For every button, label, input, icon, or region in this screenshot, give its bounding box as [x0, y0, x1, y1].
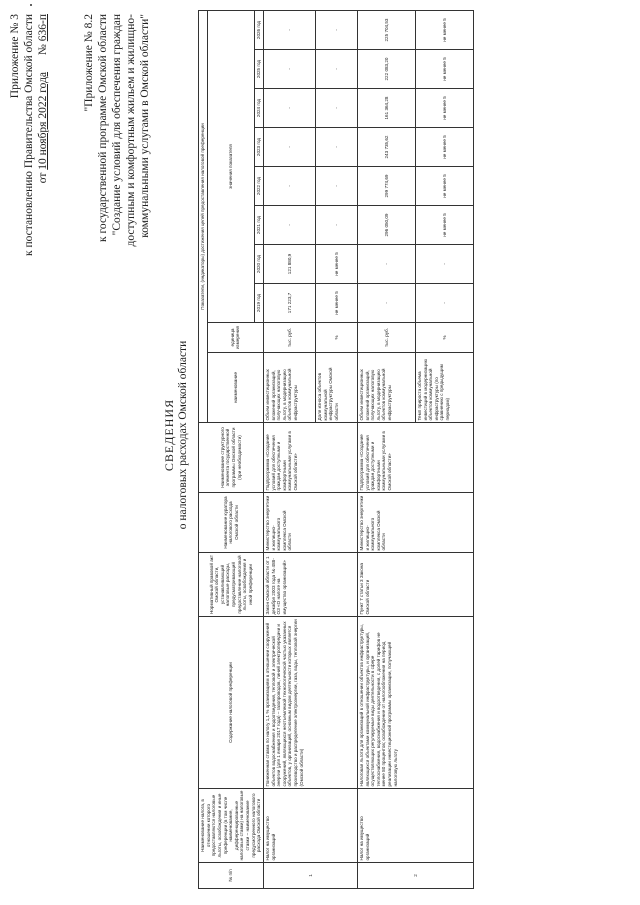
header-year: 2026 год	[254, 11, 263, 50]
header-year: 2022 год	[254, 167, 263, 206]
number-prefix: №	[37, 44, 49, 56]
date-prefix: от	[37, 172, 49, 184]
document-title	[162, 265, 189, 605]
header-year: 2024 год	[254, 89, 263, 128]
header-curator: Наименование куратора налогового расхода Омской области	[199, 493, 264, 553]
value-cell: -	[415, 284, 473, 323]
value-cell: не менее 5	[415, 206, 473, 245]
appendix-line3: "Создание условий для обеспечения граждан	[111, 14, 123, 236]
header-year: 2023 год	[254, 128, 263, 167]
row1-tax-name: Налог на имущество организаций	[263, 789, 357, 863]
decree-date-line	[36, 14, 50, 256]
title-line2: о налоговых расходах Омской области	[177, 340, 189, 530]
tax-expenses-table	[198, 11, 474, 889]
row2-curator: Министерство энергетики и жилищно-коммунального комплекса Омской области	[357, 493, 473, 553]
value-cell: -	[357, 284, 415, 323]
appendix-line2: к государственной программе Омской области	[97, 14, 109, 242]
row2-indicator2-name: Темп прироста объема инвестиций в модернизацию объектов коммунальной инфраструктуры (по сравнению с предыдущим периодом)	[415, 353, 473, 423]
header-indicator-name: наименование	[207, 353, 263, 423]
header-condition: Содержание налоговой преференции	[199, 617, 264, 789]
value-cell: -	[263, 89, 315, 128]
value-cell: 296 050,09	[357, 206, 415, 245]
header-tax-name: Наименование налога, в отношении которого предоставляются налоговые льготы, освобождения и иные преференции (в том числе наименование, дифференцированные налоговые ставки) на налоговые ставки – наименование предусмотренного налогового расхода Омской области	[199, 789, 264, 863]
header-values-group: значения показателя	[207, 11, 254, 323]
value-cell: -	[315, 50, 357, 89]
value-cell: -	[263, 50, 315, 89]
value-cell: 243 735,62	[357, 128, 415, 167]
row2-num: 2	[357, 863, 473, 889]
title-line1: СВЕДЕНИЯ	[162, 398, 176, 472]
scan-mark	[30, 4, 32, 6]
number-value: 636-п	[37, 14, 49, 42]
decree-header	[8, 14, 50, 256]
row1-indicator2-name: Доля износа объектов коммунальной инфраструктуры Омской области	[315, 353, 357, 423]
value-cell: не менее 5	[315, 284, 357, 323]
value-cell: -	[263, 11, 315, 50]
value-cell: 299 774,69	[357, 167, 415, 206]
row1-condition: Пониженная ставка по налогу 1,1 % организациям в отношении сооружений объектов водоснабжения и водоотведения, тепловой и электрической энергии (для 1 января 2017 года) – газопроводов, линий электропередачи и сооружений, являющихся неотъемлемой технологической частью указанных объектов, у организаций, основным видом деятельности которых является производство и распределение электроэнергии, газа, воды, тепловой энергии (Омской области)	[263, 617, 357, 789]
row1-indicator1-unit: тыс. руб.	[263, 323, 315, 353]
value-cell: -	[315, 11, 357, 50]
header-year: 2019 год	[254, 284, 263, 323]
row1-indicator2-unit: %	[315, 323, 357, 353]
header-year: 2025 год	[254, 50, 263, 89]
value-cell: не менее 5	[415, 50, 473, 89]
appendix-line5: коммунальными услугами в Омской области"	[139, 14, 151, 238]
header-legal-act: Нормативный правовой акт Омской области, устанавливающий налоговые расходы, предусматривающий предоставление налоговой льготы, освобождения и иной преференции	[199, 553, 264, 617]
row1-legal-act: Закон Омской области от 1 декабря 2003 года № 488-ОЗ «О налоге на имущество организаций»	[263, 553, 357, 617]
value-cell: -	[263, 167, 315, 206]
header-year: 2021 год	[254, 206, 263, 245]
row1-indicator1-name: Объем инвестиционных вложений организаций, получающих налоговую льготу, в модернизацию объектов коммунальной инфраструктуры	[263, 353, 315, 423]
value-cell: 121 880,9	[263, 245, 315, 284]
value-cell: -	[263, 128, 315, 167]
header-unit: единица измерения	[207, 323, 263, 353]
row2-structural-element: Подпрограмма «Создание условий для обеспечения граждан доступными и комфортными коммунальными услугами в Омской области»	[357, 423, 473, 493]
header-indicators-group: Показатели, (индикаторы) достижения целей предоставления налоговой преференции	[199, 11, 208, 423]
row1-curator: Министерство энергетики и жилищно-коммунального комплекса Омской области	[263, 493, 357, 553]
value-cell: не менее 5	[415, 167, 473, 206]
value-cell: 171 223,7	[263, 284, 315, 323]
decree-line1: Приложение № 3	[9, 14, 21, 99]
value-cell: 222 083,20	[357, 50, 415, 89]
row2-indicator2-unit: %	[415, 323, 473, 353]
date-value: 10 ноября 2022 года	[37, 71, 49, 170]
row2-indicator1-unit: тыс. руб.	[357, 323, 415, 353]
row2-legal-act: Пункт 7 статьи 3 Закона Омской области	[357, 553, 473, 617]
appendix-line1: "Приложение № 8.2	[83, 14, 95, 112]
value-cell: -	[315, 128, 357, 167]
value-cell: не менее 5	[415, 89, 473, 128]
row1-num: 1	[263, 863, 357, 889]
value-cell: -	[415, 245, 473, 284]
row2-tax-name: Налог на имущество организаций	[357, 789, 473, 863]
header-num: № п/п	[199, 863, 264, 889]
appendix-header	[82, 14, 152, 246]
value-cell: -	[315, 206, 357, 245]
row2-indicator1-name: Объем инвестиционных вложений организаций, получающих налоговую льготу, в модернизацию объектов коммунальной инфраструктуры	[357, 353, 415, 423]
row1-structural-element: Подпрограмма «Создание условий для обеспечения граждан доступными и комфортными коммунальными услугами в Омской области»	[263, 423, 357, 493]
value-cell: -	[263, 206, 315, 245]
value-cell: 161 364,28	[357, 89, 415, 128]
value-cell: не менее 5	[415, 11, 473, 50]
value-cell: -	[357, 245, 415, 284]
row2-condition: Налоговая льгота для организаций в отношении объектов инфраструктуры, являющихся объектами коммунальной инфраструктуры, и организаций, осуществляющих регулируемые виды деятельности в сфере теплоснабжения, водоснабжения и водоотведения, с долей тарифов не менее 80 процентов; освобождение от налогообложения на период реализации инвестиционной программы организации, получающей налоговую льготу	[357, 617, 473, 789]
value-cell: -	[315, 167, 357, 206]
value-cell: -	[315, 89, 357, 128]
value-cell: 225 704,53	[357, 11, 415, 50]
appendix-line4: доступным и комфортным жильем и жилищно-	[125, 14, 137, 247]
decree-line2: к постановлению Правительства Омской области	[23, 14, 35, 256]
header-structural-element: Наименование структурного элемента государственной программы Омской области (при необходимости)	[199, 423, 264, 493]
header-year: 2020 год	[254, 245, 263, 284]
value-cell: не менее 5	[315, 245, 357, 284]
value-cell: не менее 5	[415, 128, 473, 167]
